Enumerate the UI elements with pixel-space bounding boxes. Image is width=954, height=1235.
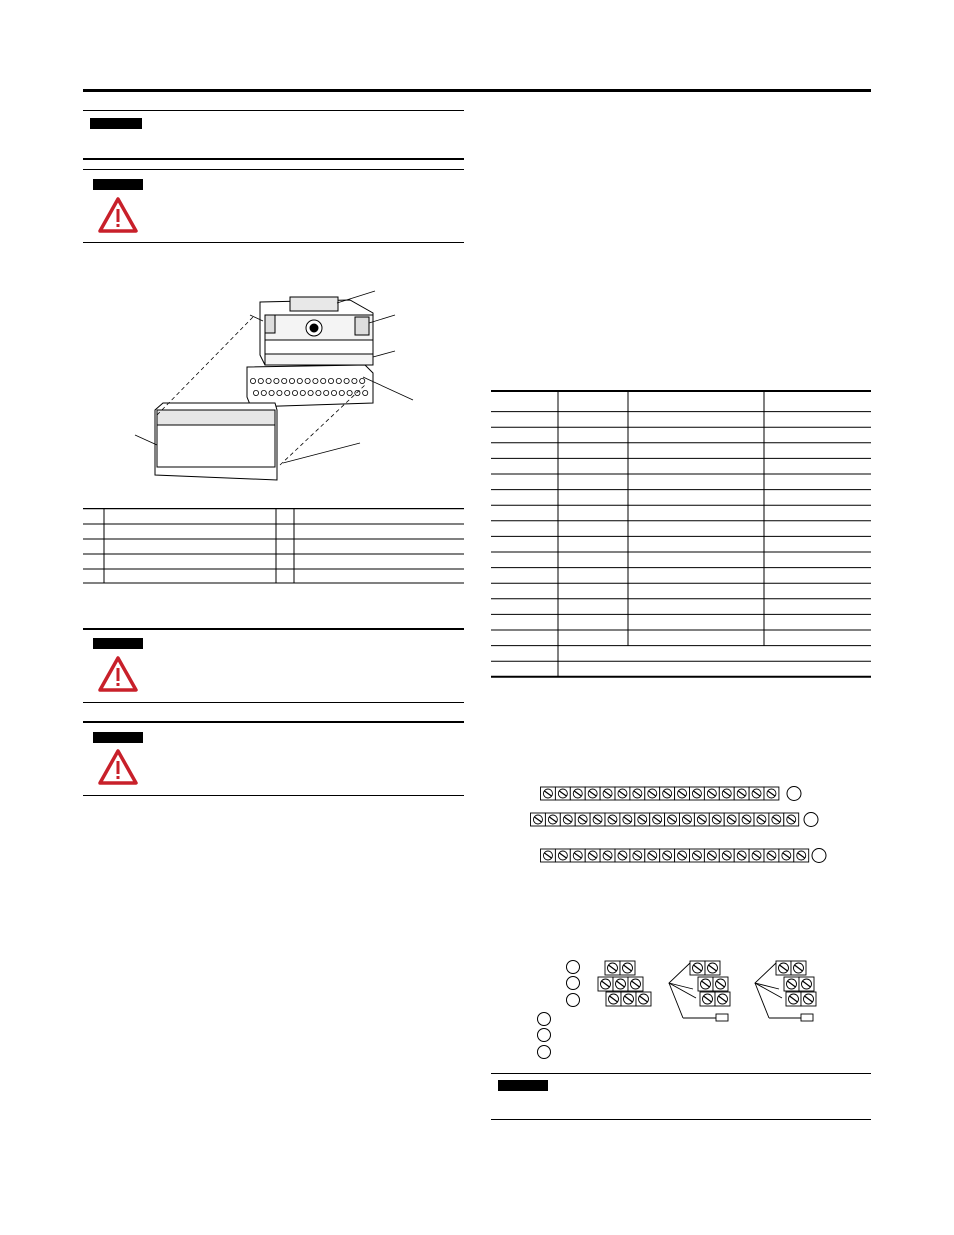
notice-1-badge [90,118,142,129]
notice-2-bottom-rule [83,242,464,243]
terminal-strip-1 [540,785,805,803]
specification-table [491,390,871,696]
notice-4-top-rule [83,721,464,723]
legend-table [83,508,464,584]
warning-triangle-icon [98,749,138,785]
notice-5-top-rule [491,1073,871,1074]
warning-triangle-icon [98,656,138,692]
notice-2-badge [93,179,143,190]
notice-3-top-rule [83,628,464,630]
notice-3-bottom-rule [83,702,464,703]
header-rule [83,89,871,92]
notice-5-bottom-rule [491,1119,871,1120]
terminal-strip-3 [540,847,830,865]
notice-1-bottom-rule [83,158,464,160]
notice-2-top-rule [83,169,464,170]
terminal-strip-2 [530,811,822,829]
wiring-diagram [533,955,833,1065]
notice-4-badge [93,732,143,743]
notice-3-badge [93,638,143,649]
notice-1-top-rule [83,110,464,111]
notice-4-bottom-rule [83,795,464,796]
warning-triangle-icon [98,197,138,233]
module-illustration [115,285,425,485]
notice-5-badge [498,1080,548,1091]
